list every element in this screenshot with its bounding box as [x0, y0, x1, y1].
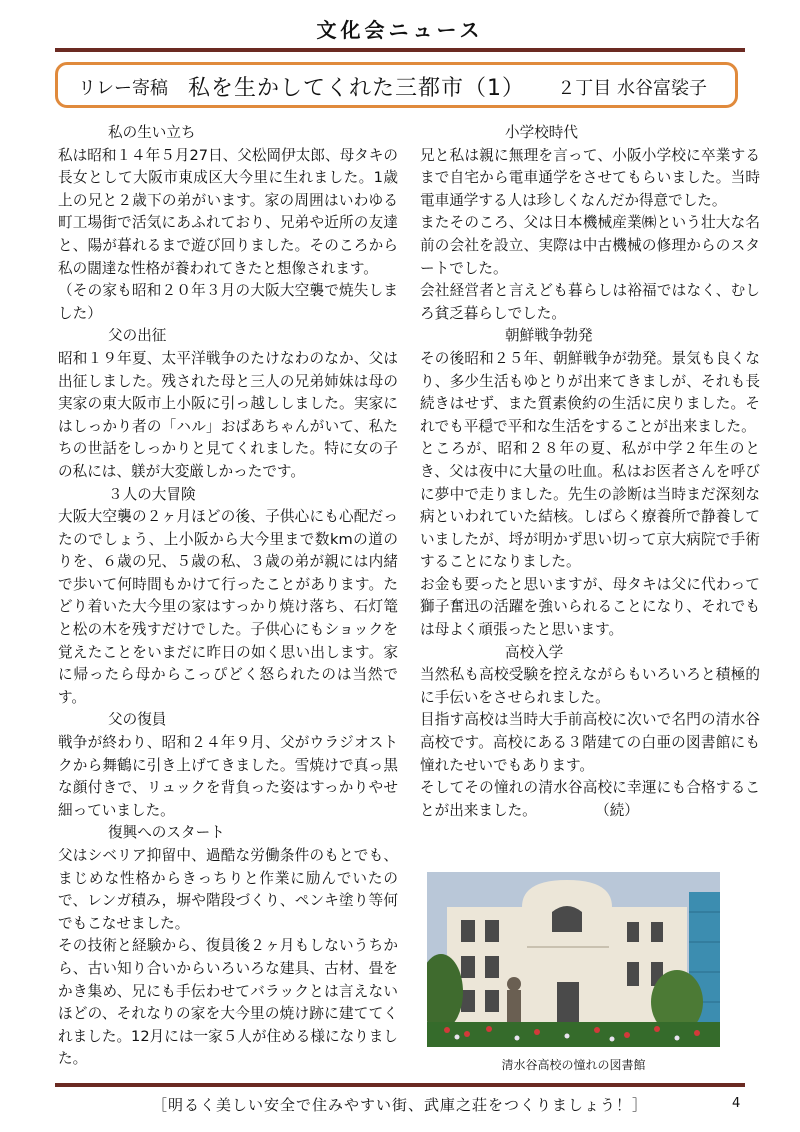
paragraph: 会社経営者と言えども暮らしは裕福ではなく、むしろ貧乏暮らしでした。 — [420, 282, 760, 322]
paragraph: その後昭和２５年、朝鮮戦争が勃発。景気も良くなり、多少生活もゆとりが出来てきましが、それも長続きはせず、また質素倹約の生活に戻りました。それでも平穏で平和な生活をすることが出来ました。 — [420, 349, 760, 435]
tower-top — [542, 894, 592, 908]
header-rule — [55, 48, 745, 52]
paragraph: 大阪大空襲の２ヶ月ほどの後、子供心にも心配だったのでしょう、上小阪から大今里まで数kmの道のりを、６歳の兄、５歳の私、３歳の弟が親には内緒で歩いて何時間もかけて行ったことがあります。たどり着いた大今里の家はすっかり焼け落ち、石灯篭と松の木を残すだけでした。子供心にもショックを覚えたことをいまだに昨日の如く思い出します。家に帰ったら母からこっぴどく怒られたのは当然です。 — [58, 508, 398, 706]
page-number: 4 — [732, 1096, 741, 1111]
paragraph: 兄と私は親に無理を言って、小阪小学校に卒業するまで自宅から電車通学をさせてもらいました。当時電車通学する人は珍しくなんだか得意でした。 — [420, 146, 760, 209]
paragraph: お金も要ったと思いますが、母タキは父に代わって獅子奮迅の活躍を強いられることになり、それでもは母よく頑張ったと思います。 — [420, 575, 760, 639]
newsletter-title: 文化会ニュース — [316, 18, 484, 42]
paragraph: ところが、昭和２８年の夏、私が中学２年生のとき、父は夜中に大量の吐血。私はお医者さんを呼びに夢中で走りました。先生の診断は当時まだ深刻な病といわれていた結核。しばらく療養所で静養していましたが、埒が明かず思い切って京大病院で手術することになりました。 — [420, 440, 760, 571]
section-heading: 私の生い立ち — [108, 124, 196, 141]
footer-rule — [55, 1083, 745, 1087]
right-column — [420, 122, 760, 822]
paragraph: その技術と経験から、復員後２ヶ月もしないうちから、古い知り合いからいろいろな建具、古材、畳をかき集め、兄にも手伝わせてバラックとは言えないほどの、それなりの家を大今里の焼け跡に建ててくれました。12月には一家５人が住める様になりました。 — [58, 937, 398, 1068]
section-heading: 父の出征 — [108, 327, 167, 345]
article-headline: 私を生かしてくれた三都市（1） — [188, 76, 525, 101]
section-heading: 朝鮮戦争勃発 — [505, 327, 593, 345]
section-heading: 父の復員 — [108, 711, 167, 729]
section-heading: 高校入学 — [505, 643, 564, 661]
paragraph: 当然私も高校受験を控えながらもいろいろと積極的に手伝いをさせられました。 — [420, 666, 760, 706]
paragraph: 目指す高校は当時大手前高校に次いで名門の清水谷高校です。高校にある３階建ての白亜の図書館にも憧れたせいでもあります。 — [420, 711, 760, 774]
section-heading: ３人の大冒険 — [108, 485, 196, 503]
paragraph: （その家も昭和２０年３月の大阪大空襲で焼失しました） — [58, 282, 398, 322]
paragraph: 昭和１９年夏、太平洋戦争のたけなわのなか、父は出征しました。残された母と三人の兄弟姉妹は母の実家の東大阪市上小阪に引っ越ししました。実家にはしっかり者の「ハル」おばあちゃんがいて、私たちの世話をしっかりと見てくれました。特に女の子の私には、躾が大変厳しかったです。 — [58, 349, 398, 480]
library-building-illustration — [427, 872, 720, 1047]
paragraph: 父はシベリア抑留中、過酷な労働条件のもとでも、まじめな性格からきっちりと作業に励んでいたので、レンガ積み，塀や階段づくり、ペンキ塗り等何でもこなせました。 — [58, 847, 398, 932]
section-heading: 復興へのスタート — [108, 824, 225, 842]
paragraph: 戦争が終わり、昭和２４年９月、父がウラジオストクから舞鶴に引き上げてきました。雪焼けで真っ黒な顔付きで、リュックを背負った姿はすっかりやせ細っていました。 — [58, 734, 398, 819]
paragraph: またそのころ、父は日本機械産業㈱という壮大な名前の会社を設立、実際は中古機械の修理からのスタートでした。 — [420, 214, 760, 277]
library-photo — [427, 872, 720, 1047]
article-author: ２丁目 水谷富裟子 — [557, 78, 707, 99]
footer-slogan: ［明るく美しい安全で住みやすい街、武庫之荘をつくりましょう！］ — [151, 1096, 648, 1114]
flower-bed — [427, 1022, 720, 1047]
article-tag: リレー寄稿 — [78, 78, 168, 99]
article-title-box — [55, 62, 738, 108]
left-column — [58, 122, 398, 1071]
paragraph: 私は昭和１４年５月27日、父松岡伊太郎、母タキの長女として大阪市東成区大今里に生れました。1歳上の兄と２歳下の弟がいます。家の周囲はいわゆる町工場街で活気にあふれており、兄弟や近所の友達と、陽が暮れるまで遊び回りました。そのころから私の闊達な性格が養われてきたと想像されます。 — [58, 146, 398, 277]
photo-caption: 清水谷高校の憧れの図書館 — [501, 1058, 646, 1072]
section-heading: 小学校時代 — [505, 124, 578, 141]
paragraph: そしてその憧れの清水谷高校に幸運にも合格することが出来ました。 （続） — [420, 779, 760, 819]
